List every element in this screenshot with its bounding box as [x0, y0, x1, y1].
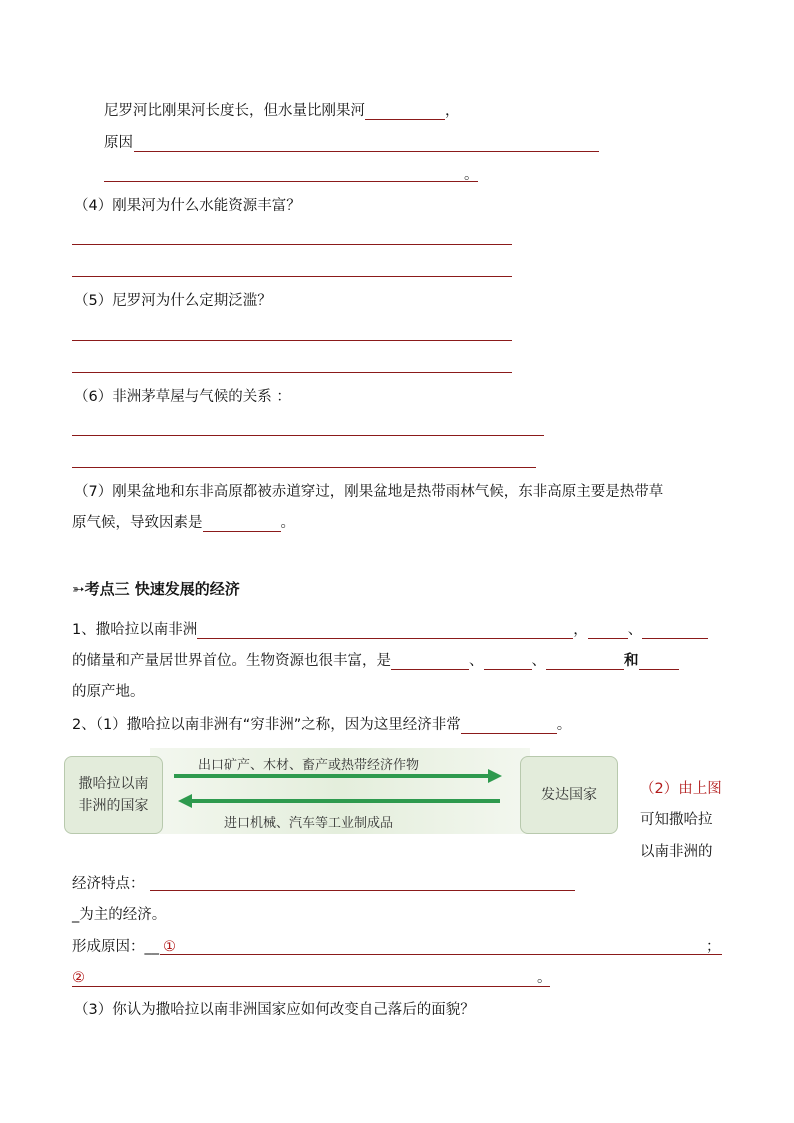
q4-answer-line-2[interactable] [72, 276, 512, 277]
q4-answer-line-1[interactable] [72, 244, 512, 245]
econ-features-blank[interactable] [150, 890, 575, 891]
export-arrow-icon [174, 769, 502, 783]
cause-blank-2[interactable] [72, 986, 550, 987]
cause-semicolon: ； [706, 939, 721, 955]
q3-reason-blank[interactable] [134, 151, 599, 152]
q6-question: （6）非洲茅草屋与气候的关系 ： [74, 389, 291, 405]
trade-arrows [170, 766, 510, 810]
s1-blank-7[interactable] [639, 654, 679, 670]
q7-line-1: （7）刚果盆地和东非高原都被赤道穿过，刚果盆地是热带雨林气候，东非高原主要是热带草 [74, 484, 664, 500]
q5-answer-line-1[interactable] [72, 340, 512, 341]
import-label: 进口机械、汽车等工业制成品 [224, 816, 394, 831]
cause-end: 。 [537, 970, 552, 986]
export-label: 出口矿产、木材、畜产或热带经济作物 [198, 758, 420, 773]
s2-q2-line-3: 以南非洲的 [640, 844, 713, 860]
arrow-marker-icon: ➳ [72, 580, 85, 598]
q3-reason-blank-2[interactable] [104, 181, 478, 182]
diagram-right-box: 发达国家 [520, 756, 618, 834]
econ-features-label: 经济特点： [72, 876, 145, 892]
cause-line-2 [72, 969, 85, 987]
import-arrow-icon [178, 794, 500, 808]
q6-answer-line-1[interactable] [72, 435, 544, 436]
diagram-left-box: 撒哈拉以南非洲的国家 [64, 756, 163, 834]
q5-answer-line-2[interactable] [72, 372, 512, 373]
s1-blank-2[interactable] [588, 623, 628, 639]
q3-blank[interactable] [365, 104, 445, 120]
s1-blank-3[interactable] [642, 623, 708, 639]
q3-nile-line: 尼罗河比刚果河长度长，但水量比刚果河 ， [104, 103, 460, 119]
s1-blank-1[interactable] [197, 623, 573, 639]
s2-q2-line-1: （2）由上图 [640, 781, 722, 797]
s2-q1-blank[interactable] [461, 718, 557, 734]
q5-question: （5）尼罗河为什么定期泛滥？ [74, 293, 272, 309]
q3-end: 。 [464, 167, 479, 183]
s1-line-3: 的原产地。 [72, 684, 145, 700]
cause-mark-1: ① [163, 939, 176, 955]
s2-q3-question: （3）你认为撒哈拉以南非洲国家应如何改变自己落后的面貌？ [74, 1002, 475, 1018]
q7-line-2: 原气候，导致因素是 。 [72, 515, 295, 531]
q7-blank[interactable] [203, 516, 281, 532]
section3-header [72, 580, 240, 598]
cause-mark-2: ② [72, 970, 85, 986]
s2-q2-line-2: 可知撒哈拉 [640, 812, 713, 828]
s2-q1-line: 2、（1）撒哈拉以南非洲有“穷非洲”之称，因为这里经济非常 。 [72, 717, 572, 733]
econ-features-tail: _为主的经济。 [72, 907, 167, 923]
q4-question: （4）刚果河为什么水能资源丰富？ [74, 198, 301, 214]
section3-title: 考点三 快速发展的经济 [84, 580, 240, 598]
cause-line-1: 形成原因：__ ① [72, 939, 176, 955]
s1-blank-4[interactable] [391, 654, 469, 670]
q3-reason-line: 原因 [104, 135, 133, 151]
s1-line-1: 1、撒哈拉以南非洲 ， 、 [72, 621, 708, 639]
s1-blank-5[interactable] [484, 654, 532, 670]
q6-answer-line-2[interactable] [72, 467, 536, 468]
s1-line-2: 的储量和产量居世界首位。生物资源也很丰富，是 、 、 和 [72, 652, 679, 670]
s1-blank-6[interactable] [546, 654, 624, 670]
cause-blank-1[interactable] [160, 954, 722, 955]
